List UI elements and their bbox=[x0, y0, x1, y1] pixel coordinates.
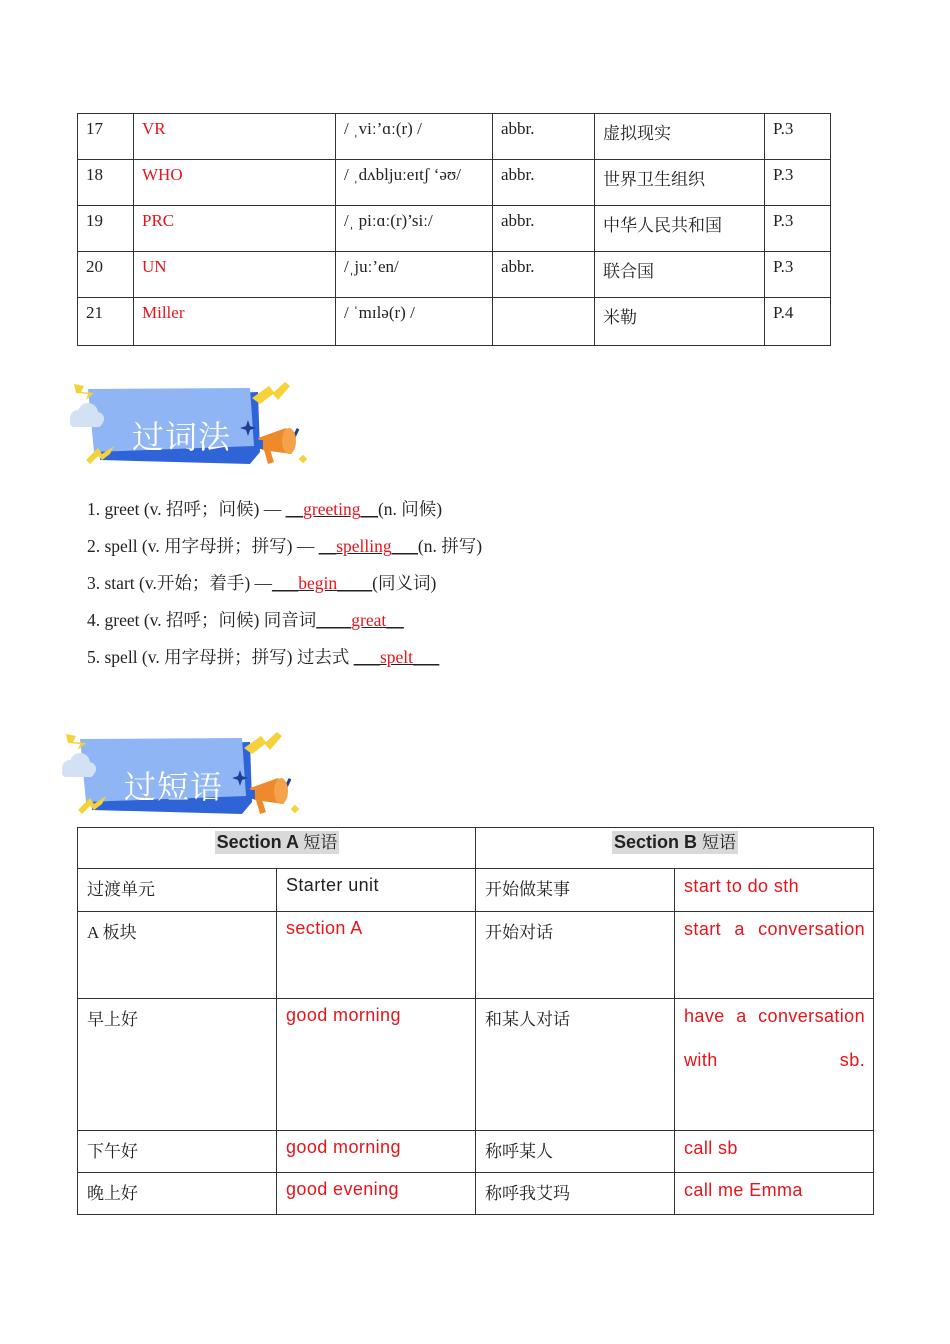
vocab-meaning: 虚拟现实 bbox=[595, 114, 765, 160]
phrase-row bbox=[78, 912, 874, 999]
phrase-b-english: start a conversation bbox=[675, 912, 874, 999]
phrases-banner bbox=[56, 730, 306, 822]
phrase-row bbox=[78, 1173, 874, 1215]
exercise-line bbox=[87, 491, 482, 528]
phrase-b-english: have a conversation with sb. bbox=[675, 999, 874, 1131]
exercise-hint: (n. 拼写) bbox=[417, 536, 483, 556]
phrase-a-chinese: 过渡单元 bbox=[78, 869, 277, 912]
exercise-prompt: 4. greet (v. 招呼；问候) 同音词 bbox=[87, 610, 317, 630]
vocab-number: 21 bbox=[78, 298, 134, 346]
vocab-part-of-speech: abbr. bbox=[493, 206, 595, 252]
phrase-a-chinese: 早上好 bbox=[78, 999, 277, 1131]
vocab-meaning: 联合国 bbox=[595, 252, 765, 298]
phrase-b-english: call me Emma bbox=[675, 1173, 874, 1215]
phrase-row bbox=[78, 869, 874, 912]
exercise-prompt: 5. spell (v. 用字母拼；拼写) 过去式 bbox=[87, 647, 354, 667]
vocab-page: P.3 bbox=[765, 160, 831, 206]
vocab-word: WHO bbox=[134, 160, 336, 206]
answer-blank: __spelling___ bbox=[318, 536, 418, 556]
answer-blank: ___begin____ bbox=[272, 573, 373, 593]
phrases-table bbox=[77, 827, 874, 1215]
vocab-word: Miller bbox=[134, 298, 336, 346]
vocab-page: P.4 bbox=[765, 298, 831, 346]
section-b-header: Section B 短语 bbox=[476, 828, 874, 869]
vocab-part-of-speech: abbr. bbox=[493, 114, 595, 160]
vocab-phonetic: /ˌ piːɑː(r)’siː/ bbox=[336, 206, 493, 252]
answer-text: greeting bbox=[303, 499, 361, 519]
phrase-a-chinese: 晚上好 bbox=[78, 1173, 277, 1215]
answer-text: great bbox=[351, 610, 387, 630]
vocab-page: P.3 bbox=[765, 252, 831, 298]
phrase-a-chinese: 下午好 bbox=[78, 1131, 277, 1173]
exercise-prompt: 3. start (v.开始；着手) — bbox=[87, 573, 273, 593]
vocab-row bbox=[78, 114, 831, 160]
exercise-line bbox=[87, 602, 482, 639]
phrase-a-english: good morning bbox=[277, 999, 476, 1131]
phrases-header-row bbox=[78, 828, 874, 869]
vocab-part-of-speech: abbr. bbox=[493, 252, 595, 298]
exercise-line bbox=[87, 565, 482, 602]
vocab-word: VR bbox=[134, 114, 336, 160]
vocab-number: 20 bbox=[78, 252, 134, 298]
vocab-row bbox=[78, 298, 831, 346]
answer-text: spelling bbox=[336, 536, 392, 556]
vocab-meaning: 中华人民共和国 bbox=[595, 206, 765, 252]
phrase-row bbox=[78, 999, 874, 1131]
vocab-row bbox=[78, 206, 831, 252]
exercise-prompt: 1. greet (v. 招呼；问候) — bbox=[87, 499, 286, 519]
banner-title-words: 过词法 bbox=[132, 418, 232, 456]
answer-text: spelt bbox=[379, 647, 414, 667]
phrase-b-english: start to do sth bbox=[675, 869, 874, 912]
phrase-a-chinese: A 板块 bbox=[78, 912, 277, 999]
phrase-a-english: good morning bbox=[277, 1131, 476, 1173]
exercise-line bbox=[87, 639, 482, 676]
phrase-a-english: section A bbox=[277, 912, 476, 999]
vocab-phonetic: / ˌviː’ɑː(r) / bbox=[336, 114, 493, 160]
answer-blank: ___spelt___ bbox=[353, 647, 440, 667]
vocabulary-table bbox=[77, 113, 831, 346]
vocab-phonetic: / ˈmɪlə(r) / bbox=[336, 298, 493, 346]
phrase-a-english: good evening bbox=[277, 1173, 476, 1215]
phrase-b-chinese: 称呼某人 bbox=[476, 1131, 675, 1173]
vocab-word: PRC bbox=[134, 206, 336, 252]
vocab-row bbox=[78, 252, 831, 298]
phrase-b-chinese: 和某人对话 bbox=[476, 999, 675, 1131]
answer-text: begin bbox=[298, 573, 338, 593]
vocab-meaning: 米勒 bbox=[595, 298, 765, 346]
vocab-part-of-speech: abbr. bbox=[493, 160, 595, 206]
vocab-phonetic: / ˌdʌbljuːeɪtʃ ‘əʊ/ bbox=[336, 160, 493, 206]
phrase-b-chinese: 开始做某事 bbox=[476, 869, 675, 912]
word-forms-banner bbox=[64, 380, 314, 472]
phrase-b-chinese: 称呼我艾玛 bbox=[476, 1173, 675, 1215]
banner-title-phrases: 过短语 bbox=[124, 768, 224, 806]
vocab-number: 18 bbox=[78, 160, 134, 206]
vocab-phonetic: /ˌjuː’en/ bbox=[336, 252, 493, 298]
exercise-hint: (n. 问候) bbox=[377, 499, 443, 519]
exercise-hint: (同义词) bbox=[372, 573, 437, 593]
vocab-number: 17 bbox=[78, 114, 134, 160]
phrase-a-english: Starter unit bbox=[277, 869, 476, 912]
exercise-prompt: 2. spell (v. 用字母拼；拼写) — bbox=[87, 536, 319, 556]
vocab-number: 19 bbox=[78, 206, 134, 252]
phrase-b-chinese: 开始对话 bbox=[476, 912, 675, 999]
vocab-part-of-speech bbox=[493, 298, 595, 346]
vocab-page: P.3 bbox=[765, 206, 831, 252]
word-forms-list bbox=[87, 491, 482, 676]
phrase-b-english: call sb bbox=[675, 1131, 874, 1173]
answer-blank: ____great__ bbox=[316, 610, 404, 630]
exercise-line bbox=[87, 528, 482, 565]
phrase-row bbox=[78, 1131, 874, 1173]
vocab-meaning: 世界卫生组织 bbox=[595, 160, 765, 206]
section-a-header: Section A 短语 bbox=[78, 828, 476, 869]
answer-blank: __greeting__ bbox=[285, 499, 378, 519]
vocab-word: UN bbox=[134, 252, 336, 298]
vocab-row bbox=[78, 160, 831, 206]
vocab-page: P.3 bbox=[765, 114, 831, 160]
